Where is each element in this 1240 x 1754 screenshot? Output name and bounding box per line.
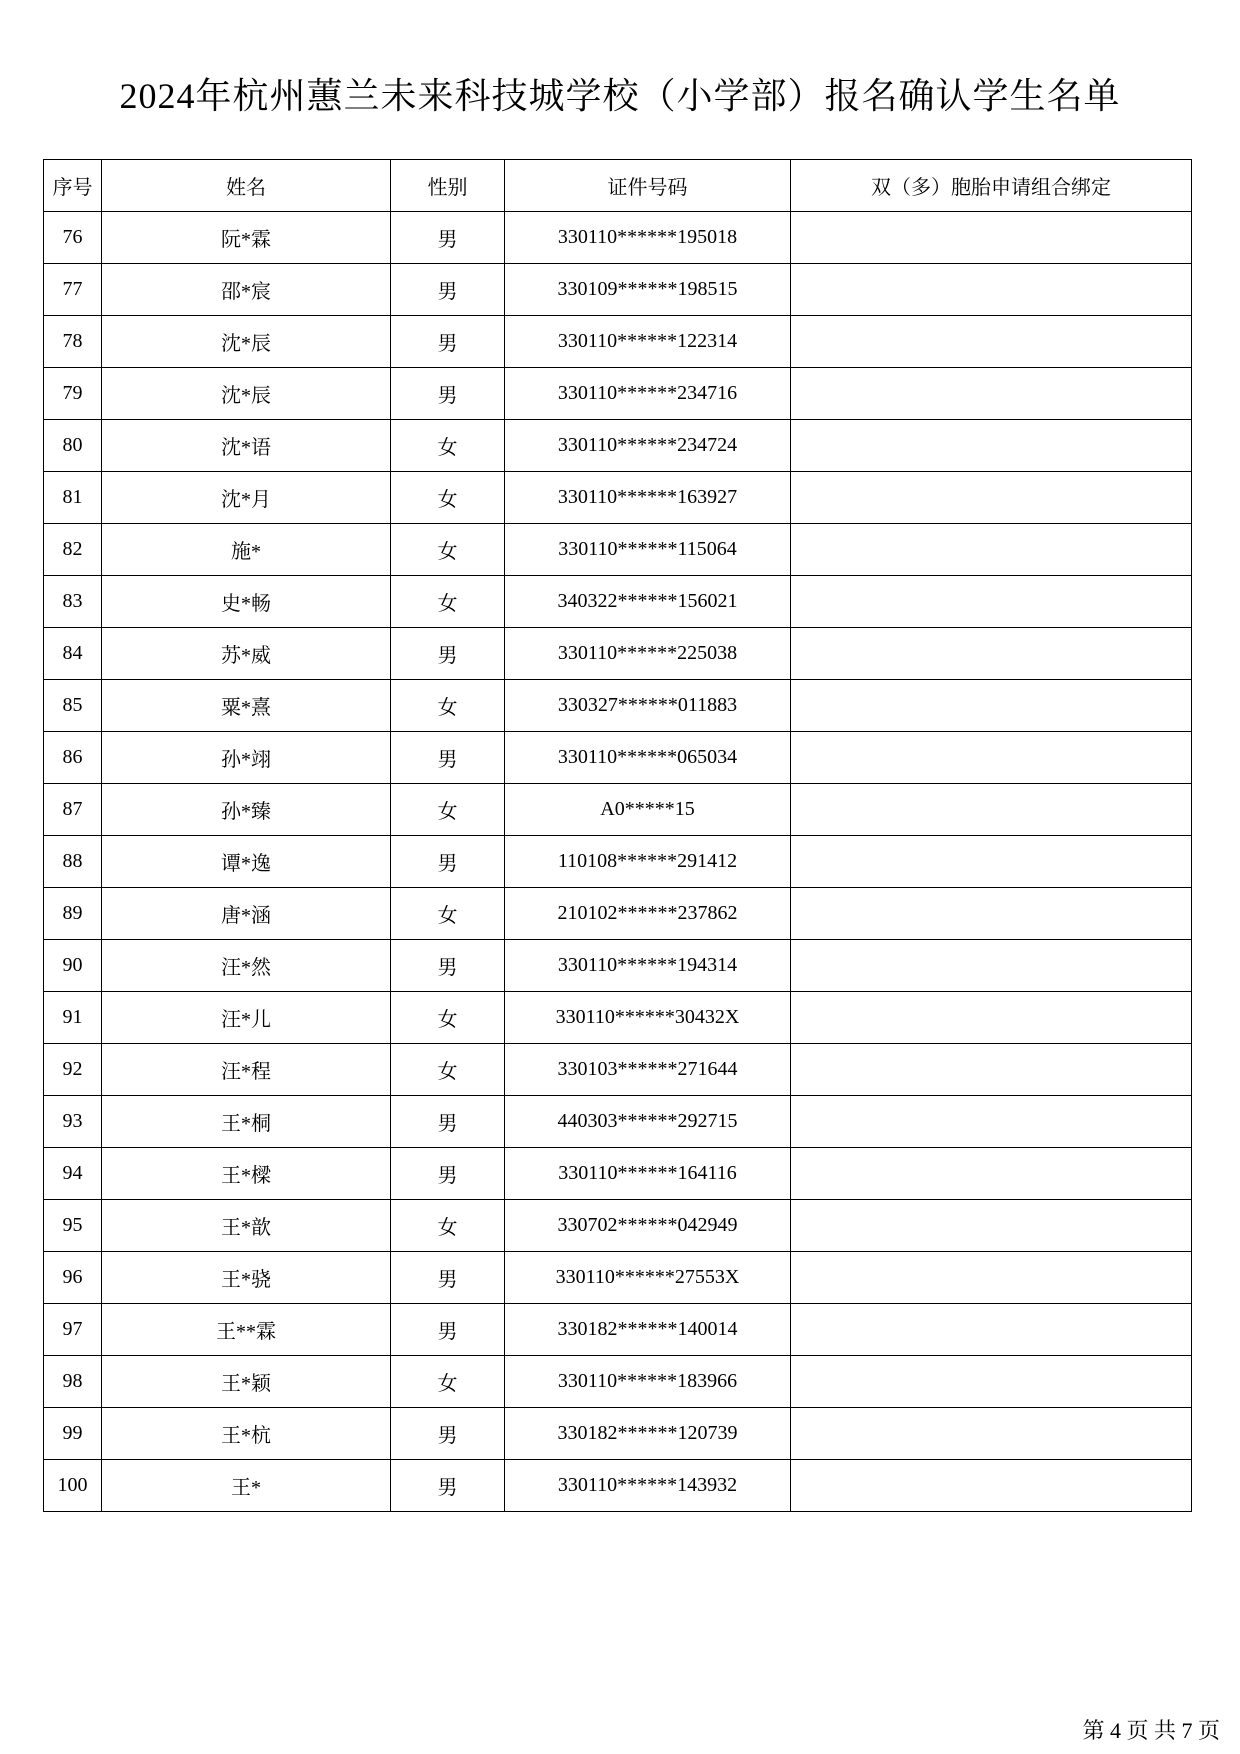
cell-id: 330110******163927 <box>505 472 791 524</box>
table-row <box>44 732 1192 784</box>
cell-id: 440303******292715 <box>505 1096 791 1148</box>
cell-id: 340322******156021 <box>505 576 791 628</box>
cell-gender: 男 <box>391 1252 505 1304</box>
cell-gender: 男 <box>391 1096 505 1148</box>
cell-gender: 男 <box>391 1148 505 1200</box>
cell-id: A0*****15 <box>505 784 791 836</box>
cell-id: 330109******198515 <box>505 264 791 316</box>
cell-seq: 99 <box>44 1408 102 1460</box>
table-row <box>44 784 1192 836</box>
cell-seq: 78 <box>44 316 102 368</box>
cell-name: 王*樑 <box>102 1148 391 1200</box>
cell-seq: 82 <box>44 524 102 576</box>
cell-gender: 女 <box>391 680 505 732</box>
table-row <box>44 1044 1192 1096</box>
cell-gender: 男 <box>391 264 505 316</box>
table-row <box>44 836 1192 888</box>
cell-name: 王**霖 <box>102 1304 391 1356</box>
cell-gender: 男 <box>391 1460 505 1512</box>
table-row <box>44 1356 1192 1408</box>
cell-seq: 100 <box>44 1460 102 1512</box>
table-row <box>44 1460 1192 1512</box>
table-row <box>44 368 1192 420</box>
cell-twin <box>791 1356 1192 1408</box>
column-header-id: 证件号码 <box>505 160 791 212</box>
cell-gender: 女 <box>391 784 505 836</box>
cell-id: 330702******042949 <box>505 1200 791 1252</box>
cell-id: 330110******143932 <box>505 1460 791 1512</box>
table-row <box>44 1304 1192 1356</box>
cell-twin <box>791 1304 1192 1356</box>
table-row <box>44 524 1192 576</box>
cell-gender: 男 <box>391 628 505 680</box>
cell-twin <box>791 1200 1192 1252</box>
cell-twin <box>791 1148 1192 1200</box>
cell-id: 330110******234716 <box>505 368 791 420</box>
cell-id: 330110******27553X <box>505 1252 791 1304</box>
cell-name: 汪*然 <box>102 940 391 992</box>
column-header-name: 姓名 <box>102 160 391 212</box>
cell-id: 330327******011883 <box>505 680 791 732</box>
cell-gender: 女 <box>391 888 505 940</box>
student-roster-table <box>43 159 1192 1512</box>
cell-id: 330110******194314 <box>505 940 791 992</box>
cell-twin <box>791 732 1192 784</box>
cell-gender: 女 <box>391 524 505 576</box>
table-row <box>44 628 1192 680</box>
table-row <box>44 1148 1192 1200</box>
cell-seq: 86 <box>44 732 102 784</box>
cell-name: 王*骁 <box>102 1252 391 1304</box>
cell-seq: 87 <box>44 784 102 836</box>
cell-id: 210102******237862 <box>505 888 791 940</box>
table-row <box>44 576 1192 628</box>
cell-gender: 男 <box>391 836 505 888</box>
cell-twin <box>791 680 1192 732</box>
table-row <box>44 1408 1192 1460</box>
cell-gender: 女 <box>391 1044 505 1096</box>
cell-id: 330110******122314 <box>505 316 791 368</box>
cell-twin <box>791 472 1192 524</box>
cell-gender: 男 <box>391 1408 505 1460</box>
cell-id: 330182******120739 <box>505 1408 791 1460</box>
cell-gender: 男 <box>391 368 505 420</box>
table-row <box>44 992 1192 1044</box>
cell-seq: 92 <box>44 1044 102 1096</box>
cell-name: 王*颖 <box>102 1356 391 1408</box>
cell-seq: 83 <box>44 576 102 628</box>
cell-seq: 91 <box>44 992 102 1044</box>
table-row <box>44 680 1192 732</box>
cell-twin <box>791 836 1192 888</box>
cell-name: 沈*辰 <box>102 316 391 368</box>
cell-seq: 77 <box>44 264 102 316</box>
cell-id: 330110******225038 <box>505 628 791 680</box>
cell-twin <box>791 940 1192 992</box>
cell-id: 330110******065034 <box>505 732 791 784</box>
cell-twin <box>791 1252 1192 1304</box>
cell-gender: 女 <box>391 472 505 524</box>
cell-gender: 女 <box>391 1356 505 1408</box>
cell-name: 汪*儿 <box>102 992 391 1044</box>
cell-seq: 93 <box>44 1096 102 1148</box>
cell-gender: 女 <box>391 576 505 628</box>
cell-seq: 95 <box>44 1200 102 1252</box>
cell-name: 沈*月 <box>102 472 391 524</box>
column-header-twin: 双（多）胞胎申请组合绑定 <box>791 160 1192 212</box>
cell-seq: 98 <box>44 1356 102 1408</box>
cell-seq: 79 <box>44 368 102 420</box>
table-row <box>44 420 1192 472</box>
page-number: 第 4 页 共 7 页 <box>1082 1718 1220 1743</box>
table-row <box>44 1200 1192 1252</box>
cell-id: 330110******195018 <box>505 212 791 264</box>
cell-name: 王* <box>102 1460 391 1512</box>
cell-twin <box>791 1044 1192 1096</box>
cell-gender: 女 <box>391 420 505 472</box>
cell-seq: 97 <box>44 1304 102 1356</box>
cell-name: 孙*翊 <box>102 732 391 784</box>
cell-seq: 90 <box>44 940 102 992</box>
cell-name: 王*歆 <box>102 1200 391 1252</box>
cell-name: 施* <box>102 524 391 576</box>
cell-id: 330110******234724 <box>505 420 791 472</box>
cell-seq: 81 <box>44 472 102 524</box>
cell-name: 史*畅 <box>102 576 391 628</box>
cell-twin <box>791 524 1192 576</box>
cell-twin <box>791 264 1192 316</box>
cell-twin <box>791 628 1192 680</box>
cell-seq: 89 <box>44 888 102 940</box>
cell-id: 330110******30432X <box>505 992 791 1044</box>
cell-gender: 女 <box>391 1200 505 1252</box>
column-header-gender: 性别 <box>391 160 505 212</box>
cell-name: 王*桐 <box>102 1096 391 1148</box>
cell-twin <box>791 1096 1192 1148</box>
cell-name: 沈*辰 <box>102 368 391 420</box>
cell-twin <box>791 1460 1192 1512</box>
cell-id: 330182******140014 <box>505 1304 791 1356</box>
cell-twin <box>791 576 1192 628</box>
cell-twin <box>791 368 1192 420</box>
cell-name: 邵*宸 <box>102 264 391 316</box>
cell-name: 王*杭 <box>102 1408 391 1460</box>
table-row <box>44 1252 1192 1304</box>
cell-gender: 男 <box>391 1304 505 1356</box>
cell-seq: 96 <box>44 1252 102 1304</box>
cell-name: 粟*熹 <box>102 680 391 732</box>
cell-id: 330110******183966 <box>505 1356 791 1408</box>
cell-twin <box>791 1408 1192 1460</box>
cell-id: 330110******115064 <box>505 524 791 576</box>
cell-name: 阮*霖 <box>102 212 391 264</box>
cell-seq: 80 <box>44 420 102 472</box>
cell-twin <box>791 420 1192 472</box>
cell-twin <box>791 212 1192 264</box>
table-row <box>44 472 1192 524</box>
cell-name: 谭*逸 <box>102 836 391 888</box>
cell-seq: 84 <box>44 628 102 680</box>
document-title: 2024年杭州蕙兰未来科技城学校（小学部）报名确认学生名单 <box>119 76 1121 116</box>
cell-gender: 男 <box>391 316 505 368</box>
cell-twin <box>791 992 1192 1044</box>
table-row <box>44 316 1192 368</box>
cell-gender: 男 <box>391 940 505 992</box>
cell-seq: 76 <box>44 212 102 264</box>
cell-id: 330110******164116 <box>505 1148 791 1200</box>
cell-gender: 男 <box>391 212 505 264</box>
cell-name: 苏*威 <box>102 628 391 680</box>
cell-name: 唐*涵 <box>102 888 391 940</box>
cell-twin <box>791 888 1192 940</box>
table-row <box>44 1096 1192 1148</box>
cell-seq: 94 <box>44 1148 102 1200</box>
table-row <box>44 940 1192 992</box>
cell-id: 330103******271644 <box>505 1044 791 1096</box>
cell-id: 110108******291412 <box>505 836 791 888</box>
table-header-row <box>44 160 1192 212</box>
cell-name: 孙*臻 <box>102 784 391 836</box>
cell-seq: 85 <box>44 680 102 732</box>
cell-name: 沈*语 <box>102 420 391 472</box>
cell-gender: 男 <box>391 732 505 784</box>
cell-seq: 88 <box>44 836 102 888</box>
cell-name: 汪*程 <box>102 1044 391 1096</box>
cell-gender: 女 <box>391 992 505 1044</box>
table-row <box>44 888 1192 940</box>
table-row <box>44 212 1192 264</box>
cell-twin <box>791 784 1192 836</box>
cell-twin <box>791 316 1192 368</box>
table-row <box>44 264 1192 316</box>
column-header-seq: 序号 <box>44 160 102 212</box>
